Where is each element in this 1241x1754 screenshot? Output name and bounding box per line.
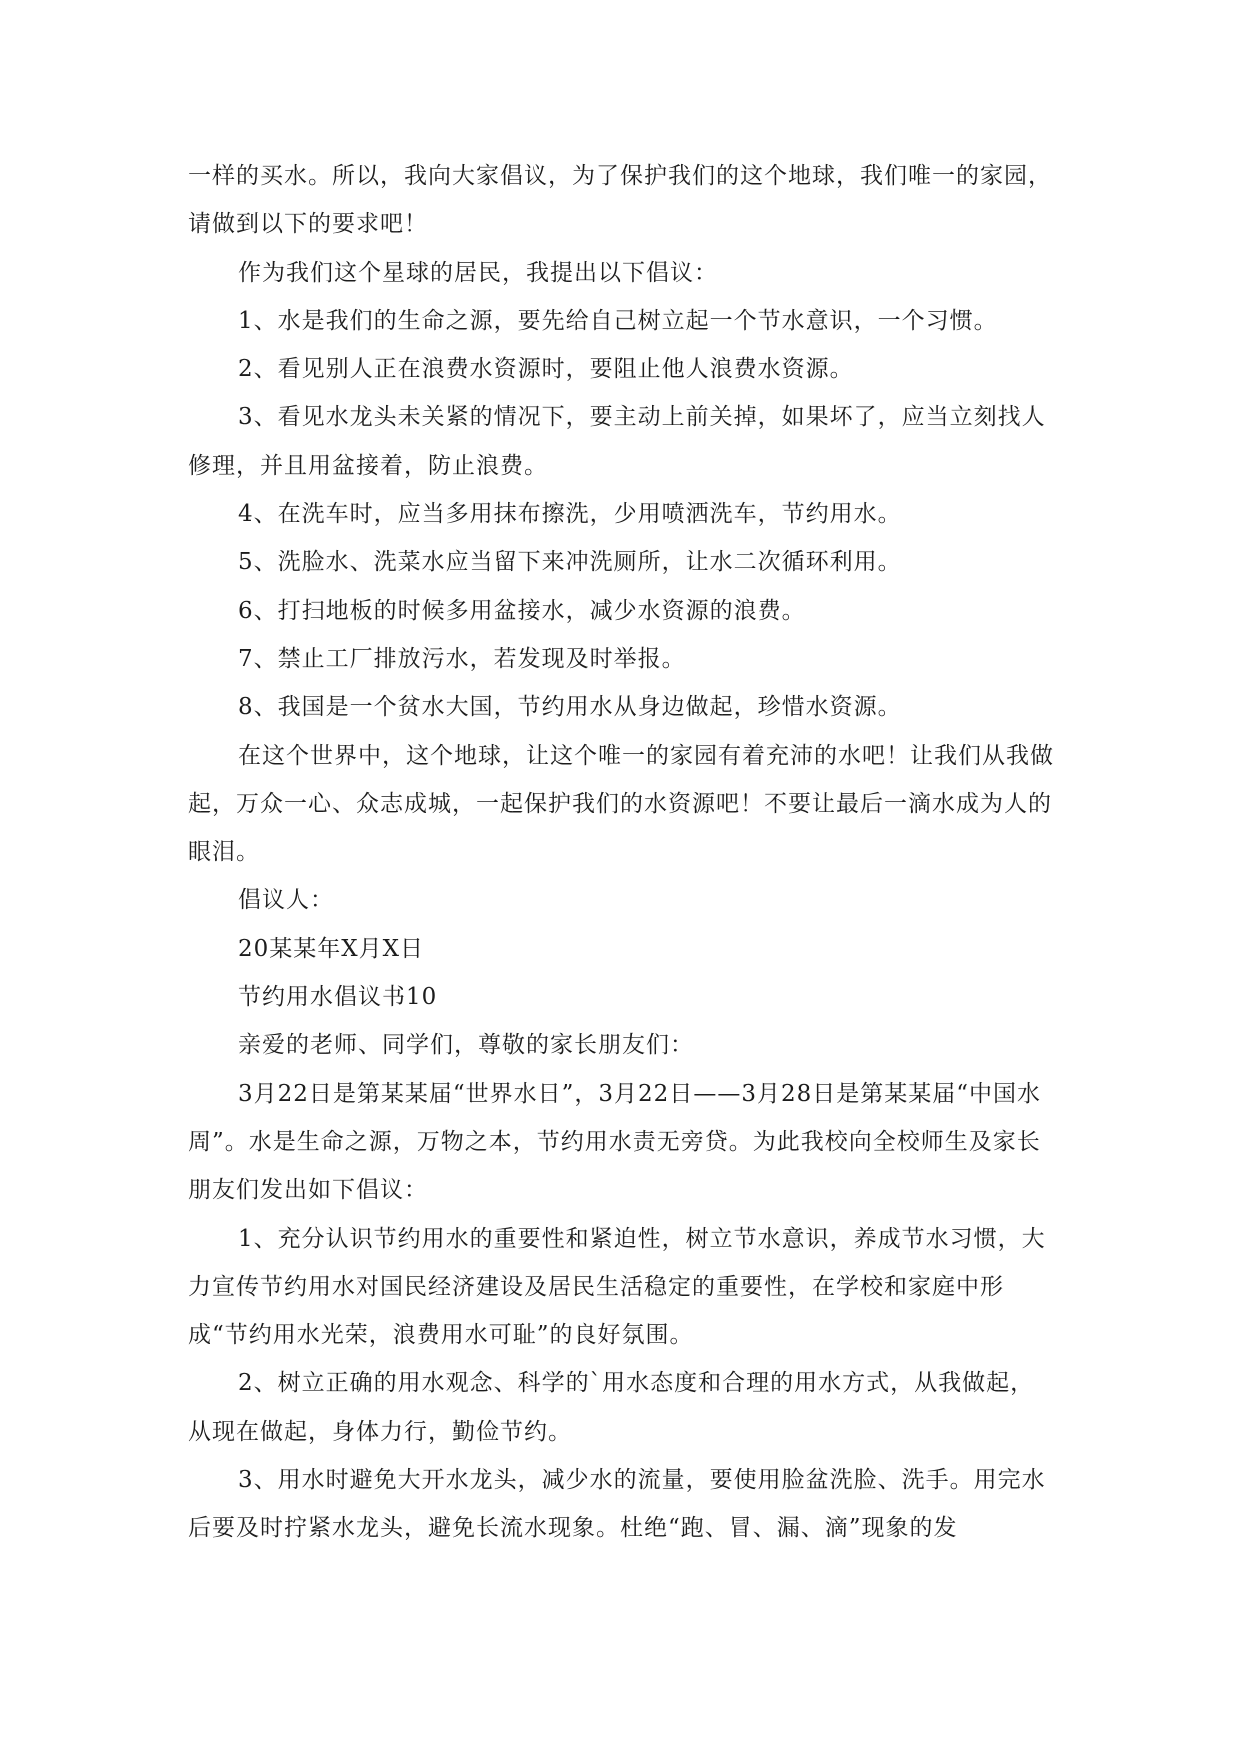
list-item: 1、充分认识节约用水的重要性和紧迫性，树立节水意识，养成节水习惯，大力宣传节约用水对国民经济建设及居民生活稳定的重要性，在学校和家庭中形成“节约用水光荣，浪费用水可耻”的良好氛围。: [188, 1225, 1046, 1349]
list-item: 4、在洗车时，应当多用抹布擦洗，少用喷洒洗车，节约用水。: [238, 501, 902, 528]
list-item: 7、禁止工厂排放污水，若发现及时举报。: [238, 645, 686, 672]
paragraph-conclusion: 在这个世界中，这个地球，让这个唯一的家园有着充沛的水吧！让我们从我做起，万众一心、众志成城，一起保护我们的水资源吧！不要让最后一滴水成为人的眼泪。: [188, 742, 1054, 866]
list-item: 2、看见别人正在浪费水资源时，要阻止他人浪费水资源。: [238, 356, 854, 383]
paragraph-continuation: 一样的买水。所以，我向大家倡议，为了保护我们的这个地球，我们唯一的家园，请做到以下的要求吧！: [188, 163, 1052, 238]
list-item: 3、用水时避免大开水龙头，减少水的流量，要使用脸盆洗脸、洗手。用完水后要及时拧紧水龙头，避免长流水现象。杜绝“跑、冒、漏、滴”现象的发: [188, 1467, 1046, 1542]
document-body: [188, 152, 1058, 1553]
section-title: 节约用水倡议书10: [238, 984, 438, 1011]
list-item: 2、树立正确的用水观念、科学的`用水态度和合理的用水方式，从我做起，从现在做起，身体力行，勤俭节约。: [188, 1370, 1035, 1445]
paragraph-intro: 3月22日是第某某届“世界水日”，3月22日——3月28日是第某某届“中国水周”。水是生命之源，万物之本，节约用水责无旁贷。为此我校向全校师生及家长朋友们发出如下倡议：: [188, 1080, 1041, 1204]
list-item: 8、我国是一个贫水大国，节约用水从身边做起，珍惜水资源。: [238, 694, 902, 721]
list-item: 1、水是我们的生命之源，要先给自己树立起一个节水意识，一个习惯。: [238, 307, 998, 334]
date-line: 20某某年X月X日: [238, 935, 425, 962]
paragraph-proposal-intro: 作为我们这个星球的居民，我提出以下倡议：: [238, 259, 718, 286]
signature-label: 倡议人：: [238, 887, 334, 914]
list-item: 5、洗脸水、洗菜水应当留下来冲洗厕所，让水二次循环利用。: [238, 549, 902, 576]
salutation: 亲爱的老师、同学们，尊敬的家长朋友们：: [238, 1032, 694, 1059]
list-item: 3、看见水龙头未关紧的情况下，要主动上前关掉，如果坏了，应当立刻找人修理，并且用盆接着，防止浪费。: [188, 404, 1046, 479]
list-item: 6、打扫地板的时候多用盆接水，减少水资源的浪费。: [238, 597, 806, 624]
